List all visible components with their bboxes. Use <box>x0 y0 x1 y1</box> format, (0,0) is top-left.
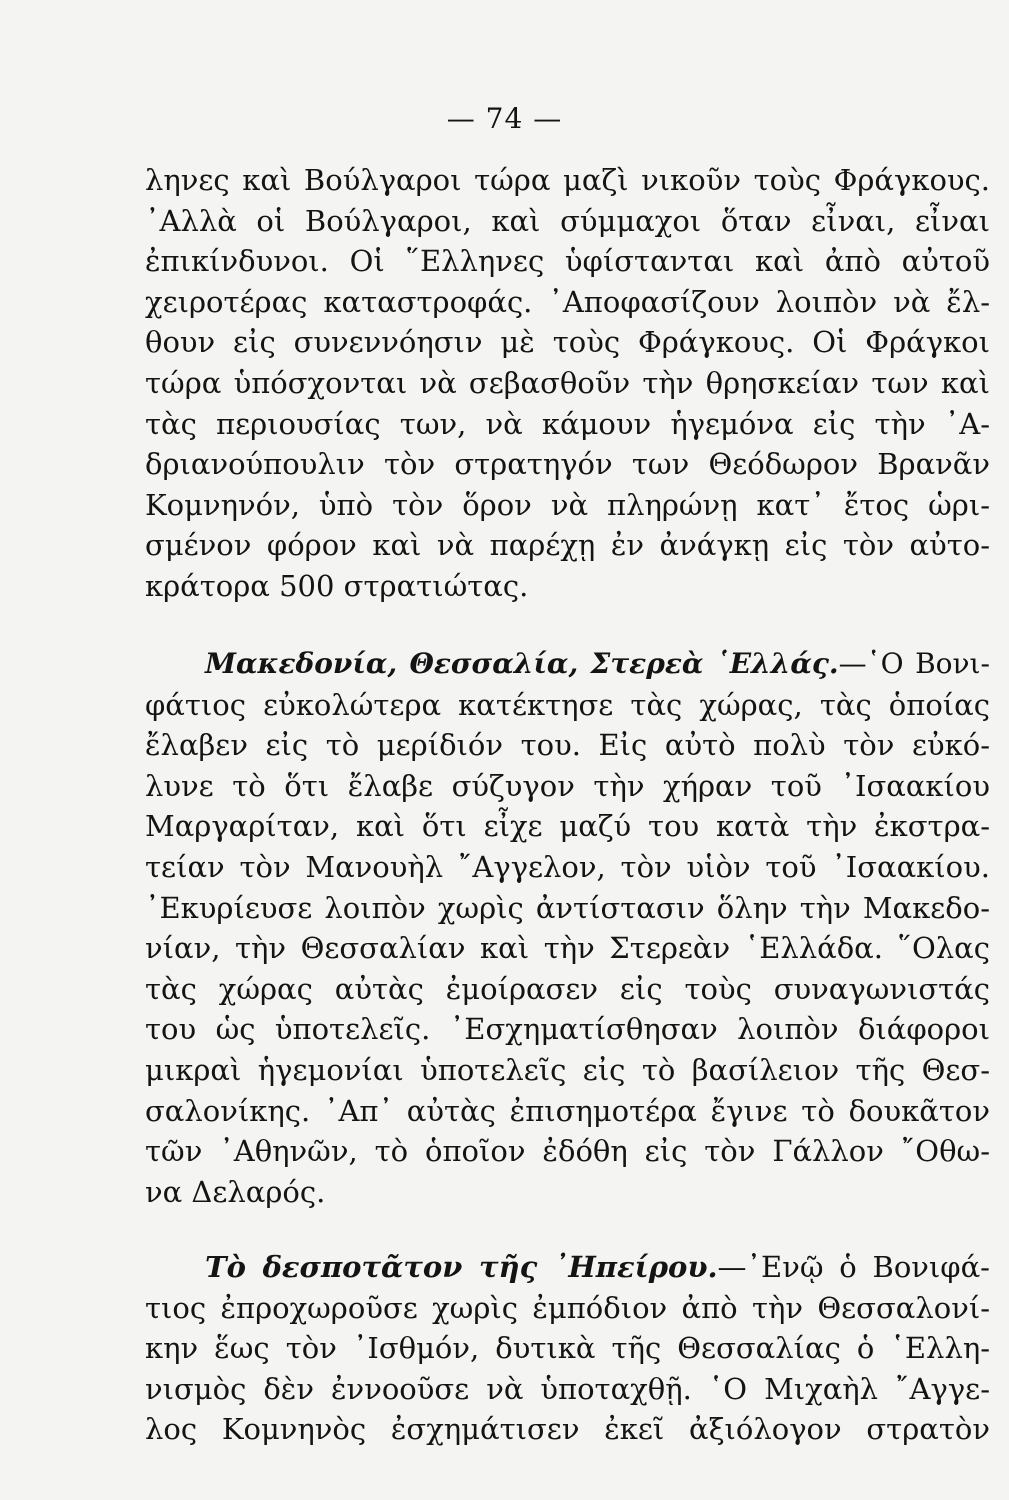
text-line: τὰς περιουσίας των, νὰ κάμουν ἡγεμόνα εἰς τὴν ᾿Α- <box>145 406 990 441</box>
text-line: ᾿Αλλὰ οἱ Βούλγαροι, καὶ σύμμαχοι ὅταν εἶναι, εἶναι <box>145 203 990 238</box>
heading-line-rest: —῾Ο Βονι- <box>838 647 990 680</box>
text-line: θουν εἰς συνεννόησιν μὲ τοὺς Φράγκους. Οἱ Φράγκοι <box>145 325 990 360</box>
text-line: νισμὸς δὲν ἐννοοῦσε νὰ ὑποταχθῇ. ῾Ο Μιχαὴλ ῎Αγγε- <box>145 1371 990 1406</box>
text-line: λος Κομνηνὸς ἐσχημάτισεν ἐκεῖ ἀξιόλογον στρατὸν <box>145 1412 990 1447</box>
text-line: Μαργαρίταν, καὶ ὅτι εἶχε μαζύ του κατὰ τὴν ἐκστρα- <box>145 809 990 844</box>
text-line: κράτορα 500 στρατιώτας. <box>145 568 529 603</box>
text-line: Κομνηνόν, ὑπὸ τὸν ὅρον νὰ πληρώνῃ κατ᾿ ἔτος ὡρι- <box>145 487 990 522</box>
text-line: να Δελαρός. <box>145 1174 326 1209</box>
paragraph-epirus-despotate <box>145 1247 990 1450</box>
text-line: σαλονίκης. ᾿Απ᾿ αὐτὰς ἐπισημοτέρα ἔγινε τὸ δουκᾶτον <box>145 1093 990 1128</box>
text-line: τῶν ᾿Αθηνῶν, τὸ ὁποῖον ἐδόθη εἰς τὸν Γάλλον ῎Οθω- <box>145 1134 990 1169</box>
text-line: κην ἕως τὸν ᾿Ισθμόν, δυτικὰ τῆς Θεσσαλίας ὁ ῾Ελλη- <box>145 1331 990 1366</box>
text-line: νίαν, τὴν Θεσσαλίαν καὶ τὴν Στερεὰν ῾Ελλάδα. ῞Ολας <box>145 931 990 966</box>
text-line: τὰς χώρας αὐτὰς ἐμοίρασεν εἰς τοὺς συναγωνιστάς <box>145 971 990 1006</box>
paragraph-macedonia-thessaly <box>145 644 990 1212</box>
text-line: μικραὶ ἡγεμονίαι ὑποτελεῖς εἰς τὸ βασίλειον τῆς Θεσ- <box>145 1052 990 1087</box>
text-line: του ὡς ὑποτελεῖς. ᾿Εσχηματίσθησαν λοιπὸν διάφοροι <box>145 1012 990 1047</box>
text-line: λυνε τὸ ὅτι ἔλαβε σύζυγον τὴν χήραν τοῦ ᾿Ισαακίου <box>145 768 990 803</box>
text-line: χειροτέρας καταστροφάς. ᾿Αποφασίζουν λοιπὸν νὰ ἔλ- <box>145 284 990 319</box>
text-line: ληνες καὶ Βούλγαροι τώρα μαζὶ νικοῦν τοὺς Φράγκους. <box>145 163 990 197</box>
page-number: — 74 — <box>446 102 563 135</box>
heading-line <box>145 1247 990 1288</box>
heading-line <box>145 644 990 685</box>
text-line: σμένον φόρον καὶ νὰ παρέχῃ ἐν ἀνάγκῃ εἰς τὸν αὐτο- <box>145 528 990 563</box>
text-line: ᾿Εκυρίευσε λοιπὸν χωρὶς ἀντίστασιν ὅλην τὴν Μακεδο- <box>145 890 990 925</box>
heading-line-rest: —᾿Ενῷ ὁ Βονιφά- <box>717 1250 990 1284</box>
text-line: τείαν τὸν Μανουὴλ ῎Αγγελον, τὸν υἱὸν τοῦ ᾿Ισαακίου. <box>145 849 990 884</box>
section-heading-macedonia: Μακεδονία, Θεσσαλία, Στερεὰ ῾Ελλάς. <box>205 647 839 680</box>
text-line: δριανούπουλιν τὸν στρατηγόν των Θεόδωρον Βρανᾶν <box>145 447 990 482</box>
text-line: τιος ἐπροχωροῦσε χωρὶς ἐμπόδιον ἀπὸ τὴν Θεσσαλονί- <box>145 1290 990 1325</box>
section-heading-epirus: Τὸ δεσποτᾶτον τῆς ᾿Ηπείρου. <box>205 1250 718 1284</box>
text-line: ἔλαβεν εἰς τὸ μερίδιόν του. Εἰς αὐτὸ πολὺ τὸν εὐκό- <box>145 728 990 763</box>
paragraph-bulgarians-franks <box>145 160 990 607</box>
text-line: ἐπικίνδυνοι. Οἱ ῞Ελληνες ὑφίστανται καὶ ἀπὸ αὐτοῦ <box>145 244 990 279</box>
text-line: τώρα ὑπόσχονται νὰ σεβασθοῦν τὴν θρησκείαν των καὶ <box>145 365 990 400</box>
text-line: φάτιος εὐκολώτερα κατέκτησε τὰς χώρας, τὰς ὁποίας <box>145 687 990 722</box>
